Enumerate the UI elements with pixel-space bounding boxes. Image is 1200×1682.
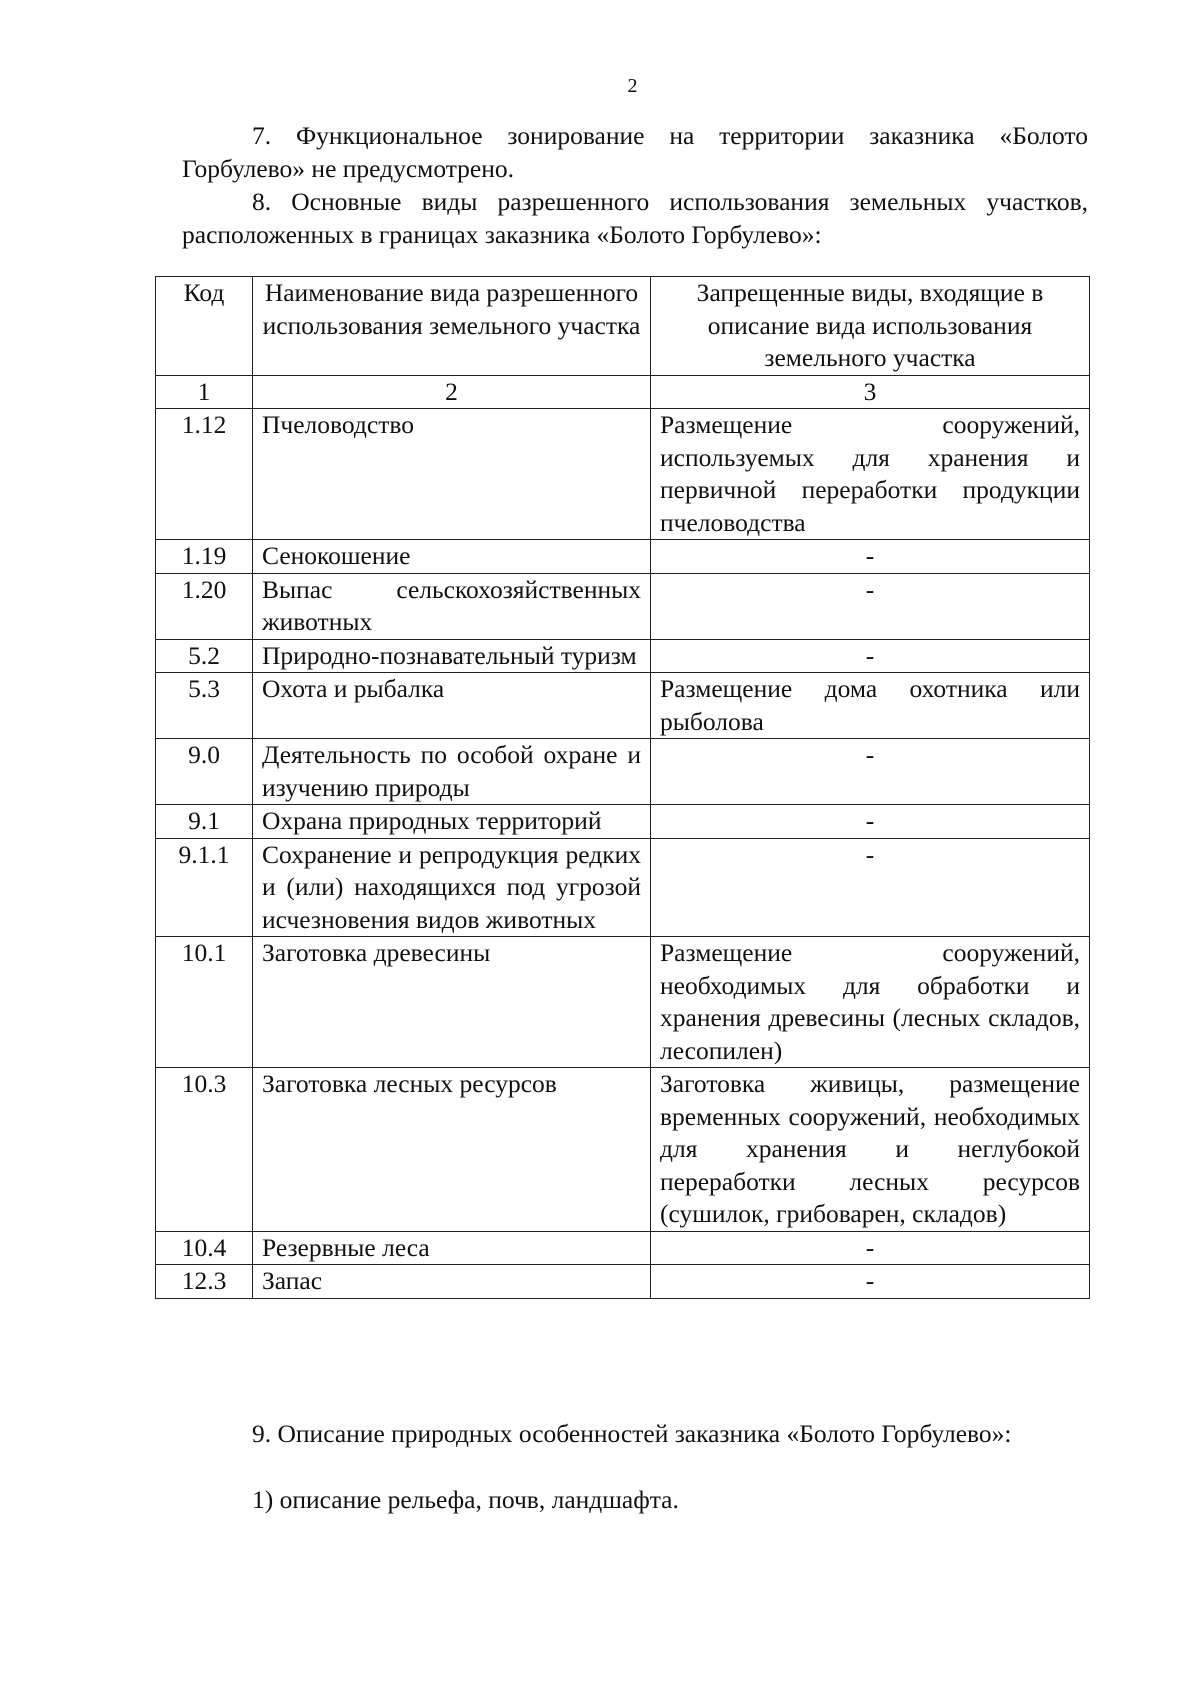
row-code: 9.0 xyxy=(156,739,253,805)
row-code: 10.1 xyxy=(156,937,253,1068)
column-number: 2 xyxy=(253,375,651,409)
row-prohibited-types: Размещение сооружений, используемых для хранения и первичной переработки продукции пчеловодства xyxy=(651,409,1090,540)
row-prohibited-types: - xyxy=(651,540,1090,574)
row-land-use-name: Охрана природных территорий xyxy=(253,805,651,839)
row-code: 9.1 xyxy=(156,805,253,839)
table-row xyxy=(156,1068,1090,1232)
row-land-use-name: Резервные леса xyxy=(253,1231,651,1265)
page-number: 2 xyxy=(627,75,638,97)
header-code: Код xyxy=(156,277,253,376)
paragraph-9: 9. Описание природных особенностей заказника «Болото Горбулево»: xyxy=(252,1419,1012,1448)
column-number: 1 xyxy=(156,375,253,409)
row-code: 5.2 xyxy=(156,639,253,673)
paragraph-8: 8. Основные виды разрешенного использования земельных участков, расположенных в границах заказника «Болото Горбулево»: xyxy=(182,187,1088,249)
row-land-use-name: Охота и рыбалка xyxy=(253,673,651,739)
row-prohibited-types: - xyxy=(651,838,1090,937)
row-prohibited-types: - xyxy=(651,1231,1090,1265)
table-row xyxy=(156,409,1090,540)
row-code: 1.12 xyxy=(156,409,253,540)
header-prohibited: Запрещенные виды, входящие в описание вида использования земельного участка xyxy=(651,277,1090,376)
row-prohibited-types: - xyxy=(651,739,1090,805)
row-land-use-name: Природно-познавательный туризм xyxy=(253,639,651,673)
row-land-use-name: Пчеловодство xyxy=(253,409,651,540)
column-number: 3 xyxy=(651,375,1090,409)
table-row xyxy=(156,673,1090,739)
row-land-use-name: Сенокошение xyxy=(253,540,651,574)
row-land-use-name: Выпас сельскохозяйственных животных xyxy=(253,573,651,639)
row-prohibited-types: - xyxy=(651,1265,1090,1299)
table-column-numbers-row xyxy=(156,375,1090,409)
table-header-row xyxy=(156,277,1090,376)
table-row xyxy=(156,838,1090,937)
row-land-use-name: Заготовка древесины xyxy=(253,937,651,1068)
row-prohibited-types: - xyxy=(651,573,1090,639)
table-row xyxy=(156,639,1090,673)
row-code: 12.3 xyxy=(156,1265,253,1299)
row-code: 1.20 xyxy=(156,573,253,639)
row-prohibited-types: Размещение дома охотника или рыболова xyxy=(651,673,1090,739)
table-row xyxy=(156,1265,1090,1299)
table-row xyxy=(156,937,1090,1068)
row-land-use-name: Заготовка лесных ресурсов xyxy=(253,1068,651,1232)
row-code: 5.3 xyxy=(156,673,253,739)
row-land-use-name: Деятельность по особой охране и изучению природы xyxy=(253,739,651,805)
row-code: 10.3 xyxy=(156,1068,253,1232)
row-prohibited-types: Заготовка живицы, размещение временных сооружений, необходимых для хранения и неглубокой переработки лесных ресурсов (сушилок, грибоварен, складов) xyxy=(651,1068,1090,1232)
table-row xyxy=(156,1231,1090,1265)
row-land-use-name: Запас xyxy=(253,1265,651,1299)
table-row xyxy=(156,540,1090,574)
row-land-use-name: Сохранение и репродукция редких и (или) находящихся под угрозой исчезновения видов животных xyxy=(253,838,651,937)
table-row xyxy=(156,805,1090,839)
table-row xyxy=(156,739,1090,805)
row-prohibited-types: Размещение сооружений, необходимых для обработки и хранения древесины (лесных складов, лесопилен) xyxy=(651,937,1090,1068)
header-name: Наименование вида разрешенного использования земельного участка xyxy=(253,277,651,376)
row-code: 9.1.1 xyxy=(156,838,253,937)
row-prohibited-types: - xyxy=(651,639,1090,673)
land-use-table xyxy=(155,276,1090,1299)
row-code: 1.19 xyxy=(156,540,253,574)
row-code: 10.4 xyxy=(156,1231,253,1265)
table-row xyxy=(156,573,1090,639)
paragraph-7: 7. Функциональное зонирование на территории заказника «Болото Горбулево» не предусмотрено. xyxy=(182,121,1088,183)
paragraph-9-1: 1) описание рельефа, почв, ландшафта. xyxy=(252,1485,679,1514)
row-prohibited-types: - xyxy=(651,805,1090,839)
